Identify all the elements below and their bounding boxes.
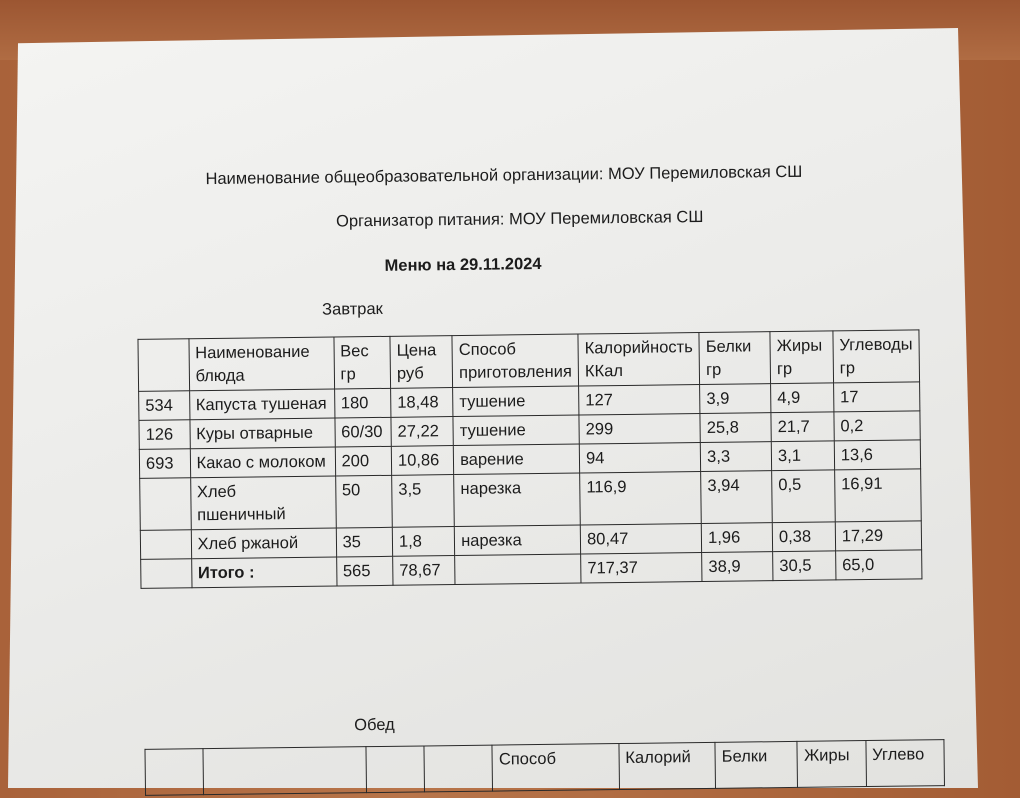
table-cell: [141, 559, 192, 589]
header-cell: [203, 747, 366, 795]
table-row: [140, 469, 922, 531]
table-cell: 693: [139, 449, 190, 479]
header-cell: [145, 749, 204, 796]
table-cell: 3,5: [392, 475, 455, 528]
table-cell: [140, 530, 191, 560]
table-cell: 3,9: [700, 384, 771, 414]
table-cell: 17: [833, 382, 919, 412]
table-cell: Хлеб ржаной: [191, 528, 336, 559]
table-cell: 17,29: [835, 521, 921, 551]
table-cell: 25,8: [700, 413, 771, 443]
table-cell: 13,6: [834, 440, 920, 470]
table-cell: 50: [335, 475, 392, 528]
table-cell: 35: [336, 527, 393, 557]
table-cell: 3,1: [771, 441, 834, 471]
table-cell: 38,9: [702, 552, 773, 582]
header-cell: Калорийность ККал: [578, 333, 700, 386]
table-cell: 299: [579, 414, 700, 444]
header-cell: Способ: [492, 744, 619, 792]
header-cell: Калорий: [619, 742, 716, 789]
header-cell: Вес гр: [334, 336, 391, 389]
table-cell: 1,96: [701, 523, 772, 553]
table-cell: 78,67: [393, 556, 456, 586]
breakfast-title: Завтрак: [322, 299, 383, 319]
org-line: Наименование общеобразовательной организации: МОУ Перемиловская СШ: [205, 162, 803, 189]
table-header-row: [145, 740, 945, 796]
header-cell: [138, 339, 189, 392]
table-cell: 18,48: [391, 388, 454, 418]
table-cell: 60/30: [335, 417, 392, 447]
table-cell: тушение: [453, 415, 579, 446]
table-cell: 534: [139, 391, 190, 421]
table-cell: 1,8: [392, 527, 455, 557]
table-cell: 0,38: [772, 522, 835, 552]
table-cell: 27,22: [391, 417, 454, 447]
table-cell: 116,9: [580, 472, 702, 525]
menu-title: Меню на 29.11.2024: [384, 254, 542, 275]
table-cell: 0,2: [834, 411, 920, 441]
table-cell: 565: [336, 556, 393, 586]
table-cell: 180: [334, 388, 391, 418]
header-cell: Углеводы гр: [833, 330, 920, 383]
table-cell: 3,94: [701, 471, 773, 524]
table-cell: 4,9: [771, 383, 834, 413]
table-cell: 16,91: [834, 469, 921, 522]
header-cell: Способ приготовления: [452, 334, 579, 388]
table-cell: варение: [453, 444, 579, 475]
table-cell: Капуста тушеная: [189, 389, 334, 420]
table-cell: 21,7: [771, 412, 834, 442]
table-cell: Куры отварные: [190, 418, 335, 449]
lunch-table: [144, 739, 945, 796]
table-cell: 3,3: [700, 442, 771, 472]
header-cell: Белки гр: [699, 332, 771, 385]
table-header-row: [138, 330, 920, 392]
table-cell: 126: [139, 420, 190, 450]
header-cell: [366, 746, 425, 793]
header-cell: Цена руб: [390, 336, 453, 389]
header-cell: Жиры: [797, 741, 866, 788]
breakfast-table: [137, 329, 922, 589]
table-cell: Какао с молоком: [190, 447, 335, 478]
table-cell: 0,5: [772, 470, 835, 523]
lunch-title: Обед: [354, 715, 395, 735]
table-cell: тушение: [453, 386, 579, 417]
table-cell: нарезка: [454, 525, 580, 556]
table-cell: 30,5: [773, 551, 836, 581]
table-cell: 65,0: [835, 550, 921, 580]
total-label: Итого :: [191, 557, 336, 588]
caterer-line: Организатор питания: МОУ Перемиловская СШ: [335, 207, 704, 231]
header-cell: Углево: [866, 740, 945, 787]
table-cell: 717,37: [581, 553, 702, 583]
table-cell: 10,86: [391, 446, 454, 476]
table-cell: нарезка: [454, 473, 581, 527]
table-cell: 127: [579, 385, 700, 415]
header-cell: [424, 745, 493, 792]
table-cell: 80,47: [580, 524, 701, 554]
header-cell: Белки: [715, 741, 798, 788]
header-cell: Наименование блюда: [189, 337, 335, 391]
table-cell: Хлеб пшеничный: [190, 476, 336, 530]
table-cell: 94: [579, 443, 700, 473]
table-cell: 200: [335, 446, 392, 476]
header-cell: Жиры гр: [770, 331, 833, 384]
table-cell: [140, 478, 191, 531]
table-cell: [455, 554, 581, 585]
